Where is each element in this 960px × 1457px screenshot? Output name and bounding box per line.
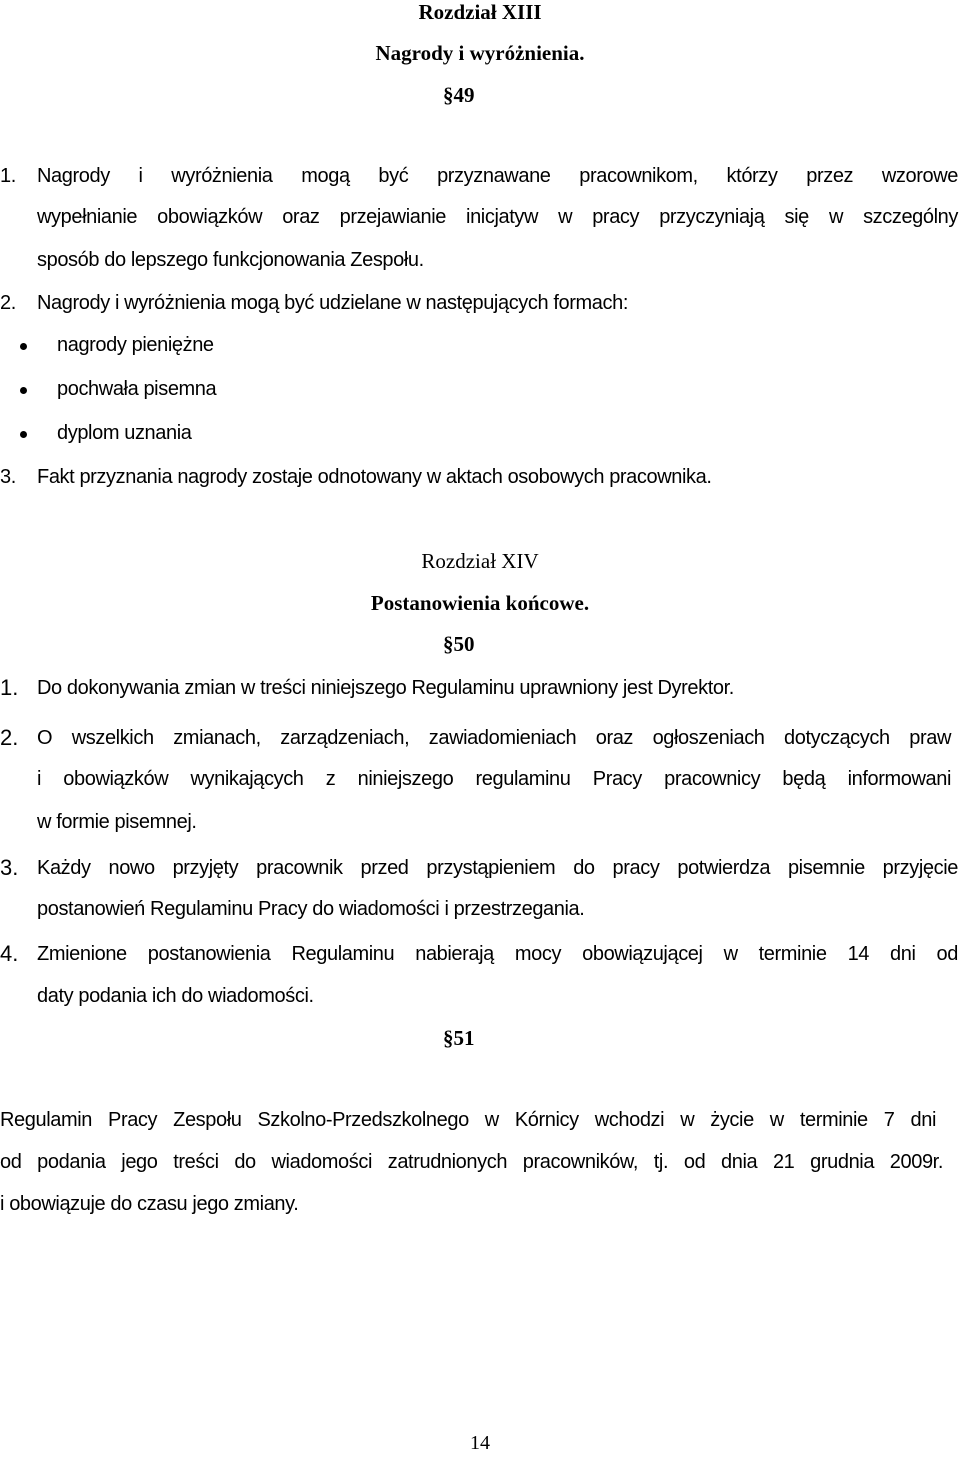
chapter-title: Postanowienia końcowe. — [370, 591, 590, 615]
paragraph-number: §51 — [443, 1026, 475, 1050]
list-item-text: wypełnianie obowiązków oraz przejawianie inicjatyw w pracy przyczyniają się w szczególny — [37, 206, 958, 228]
closing-text: od podania jego treści do wiadomości zatrudnionych pracowników, tj. od dnia 21 grudnia 2009r. — [0, 1151, 943, 1173]
list-number: 2. — [0, 292, 16, 314]
list-item-text: Nagrody i wyróżnienia mogą być przyznawane pracownikom, którzy przez wzorowe — [37, 165, 958, 187]
list-number: 1. — [0, 675, 19, 700]
list-item-text: Zmienione postanowienia Regulaminu nabierają mocy obowiązującej w terminie 14 dni od — [37, 943, 958, 965]
list-item-text: w formie pisemnej. — [37, 811, 197, 833]
bullet-icon — [20, 431, 27, 438]
list-item-text: Fakt przyznania nagrody zostaje odnotowany w aktach osobowych pracownika. — [37, 466, 712, 488]
list-number: 3. — [0, 466, 16, 488]
paragraph-number: §50 — [443, 632, 475, 656]
page-number: 14 — [470, 1432, 490, 1454]
list-item-text: postanowień Regulaminu Pracy do wiadomości i przestrzegania. — [37, 898, 585, 920]
bullet-item: nagrody pieniężne — [57, 334, 214, 356]
list-item-text: daty podania ich do wiadomości. — [37, 985, 314, 1007]
list-number: 2. — [0, 725, 19, 750]
paragraph-number: §49 — [443, 83, 475, 107]
chapter-title: Nagrody i wyróżnienia. — [375, 41, 585, 65]
list-item-text: Każdy nowo przyjęty pracownik przed przystąpieniem do pracy potwierdza pisemnie przyjęcie — [37, 857, 958, 879]
closing-text: i obowiązuje do czasu jego zmiany. — [0, 1193, 299, 1215]
list-item-text: sposób do lepszego funkcjonowania Zespołu. — [37, 249, 424, 271]
list-number: 1. — [0, 165, 16, 187]
list-number: 4. — [0, 941, 19, 966]
list-item-text: O wszelkich zmianach, zarządzeniach, zawiadomieniach oraz ogłoszeniach dotyczących praw — [37, 727, 951, 749]
bullet-icon — [20, 387, 27, 394]
list-item-text: i obowiązków wynikających z niniejszego regulaminu Pracy pracownicy będą informowani — [37, 768, 951, 790]
bullet-item: dyplom uznania — [57, 422, 192, 444]
closing-text: Regulamin Pracy Zespołu Szkolno-Przedszkolnego w Kórnicy wchodzi w życie w terminie 7 dni — [0, 1109, 936, 1131]
list-item-text: Do dokonywania zmian w treści niniejszego Regulaminu uprawniony jest Dyrektor. — [37, 677, 734, 699]
chapter-heading: Rozdział XIV — [421, 549, 539, 573]
bullet-item: pochwała pisemna — [57, 378, 217, 400]
chapter-heading: Rozdział XIII — [418, 0, 542, 24]
list-item-text: Nagrody i wyróżnienia mogą być udzielane w następujących formach: — [37, 292, 628, 314]
list-number: 3. — [0, 855, 19, 880]
bullet-icon — [20, 343, 27, 350]
